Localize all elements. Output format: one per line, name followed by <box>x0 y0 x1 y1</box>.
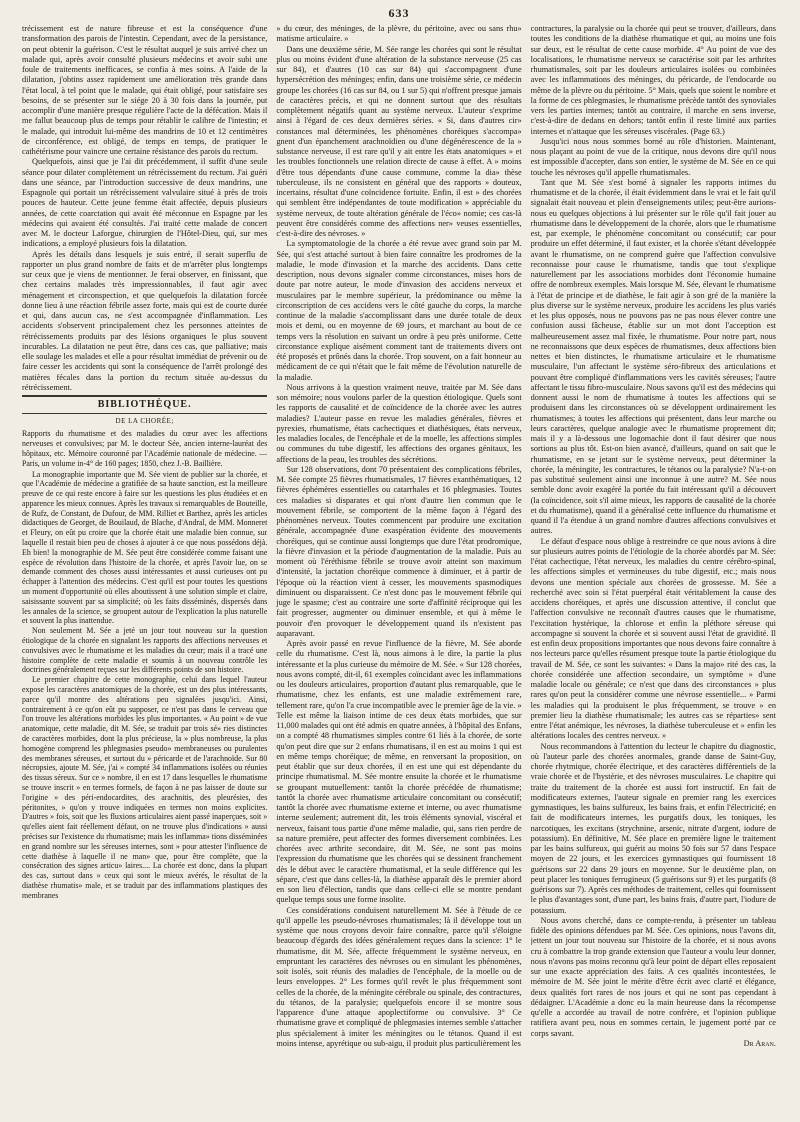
paragraph: Jusqu'ici nous nous sommes borné au rôle d'historien. Maintenant, nous plaçant au point de vue de la critique, nous devons dire qu'il nous est impossible d'accepter, dans son entier, le système de M. Sée en ce qui touche les névroses qu'il appelle rhumatismales. <box>530 136 776 177</box>
paragraph: Après avoir passé en revue l'influence de la fièvre, M. Sée aborde celle du rhumatisme. C'est là, nous aimons à le dire, la partie la plus intéressante et la plus curieuse du mémoire de M. Sée. « Sur 128 chorées, nous avons compté, dit-il, 61 exemples coïncidant avec les inflammations ou les douleurs articulaires, proportion d'autant plus remarquable, que le rhumatisme, chez les enfants, est une maladie extrêmement rare, tellement rare, qu'on l'a crue incompatible avec le premier âge de la vie. » Telle est même la liaison intime de ces deux états morbides, que sur 11,000 malades qui ont été admis en quatre années, à l'hôpital des Enfans, on a compté 48 rhumatismes simples contre 61 liés à la chorée, de sorte qu'on peut dire que sur 2 enfans rhumatisans, il en est au moins 1 qui est en même temps choréique; de même, en renversant la proposition, on peut établir que sur deux chorées, il en est une qui est dépendante du principe rhumatismal. M. Sée montre ensuite la chorée et le rhumatisme se groupant mutuellement: tantôt la chorée précédée de rhumatisme; tantôt la chorée avec rhumatisme articulaire concomitant ou consécutif; tantôt la chorée avec rhumatisme externe et interne, ou avec rhumatisme interne seulement; autrement dit, les trois éléments synovial, viscéral et nerveux, faisant tous partie d'une même maladie, qui, sans rien perdre de sa nature première, peut affecter des formes diversement combinées. Les chorées avec arthrite secondaire, dit M. Sée, ne sont pas moins l'expression du rhumatisme que les chorées qui se dessinent franchement dès le début avec le caractère rhumatismal, et la seule différence qui les sépare, c'est que dans celles-là, la diathèse apparaît dès le premier abord en son lieu d'élection, tandis que dans celle-ci elle se montre pendant quelque temps sous une forme insolite. <box>276 639 522 905</box>
paragraph: Nous arrivons à la question vraiment neuve, traitée par M. Sée dans son mémoire; nous voulons parler de la question étiologique. Quels sont les rapports de causalité et de coïncidence de la chorée avec les autres maladies? L'auteur passe en revue les maladies générales, fièvres et pyrexies, rhumatisme, états cachectiques et diathésiques, états nerveux, les maladies locales, de l'encéphale et de la moelle, les affections simples ou communes du tube digestif, les affections des organes génitaux, les affections de la peau, les troubles des sécrétions. <box>276 382 522 464</box>
paragraph: Non seulement M. Sée a jeté un jour tout nouveau sur la question étiologique de la chorée en signalant les rapports des affections nerveuses et convulsives avec le rhumatisme et les maladies du cœur; mais il a tracé une histoire complète de cette maladie et soumis à un nouveau contrôle les doctrines généralement reçues sur les différents points de son histoire. <box>22 626 268 675</box>
divider <box>22 395 267 397</box>
section-title: BIBLIOTHÈQUE. <box>97 399 192 410</box>
text-columns <box>22 24 776 1114</box>
author-signature: Dr Aran. <box>743 1038 776 1048</box>
paragraph: Tant que M. Sée s'est borné à signaler les rapports intimes du rhumatisme et de la chorée, il était évidemment dans le vrai et le fait qu'il signalait était nouveau et plein d'enseignements utiles; peut-être aurions-nous eu quelques objections à lui présenter sur le rôle qu'il fait jouer au rhumatisme dans le développement de la chorée, alors que le rhumatisme est, par exemple, le phénomène concomitant ou consécutif; car pour produire un effet déterminé, il faut exister, et la chorée s'étant développée avant le rhumatisme, on ne comprend guère que l'affection convulsive reconnaisse pour cause le rhumatisme, tandis que tout s'explique naturellement par les associations morbides dont l'économie humaine offre de nombreux exemples. Mais lorsque M. Sée, élevant le rhumatisme à l'état de principe et de diathèse, le fait agir à son gré de la manière la plus diverse sur le système nerveux, produire les accidens les plus variés et les plus opposés, nous ne pouvons pas ne pas nous élever contre une confusion aussi fâcheuse, établie sur un mot dont l'acception est malheureusement assez mal fixée, le rhumatisme. Pour notre part, nous ne reconnaissons que deux espèces de rhumatismes, deux affections bien nettes et bien distinctes, le rhumatisme articulaire et le rhumatisme musculaire, l'un affectant le système séro-fibreux des articulations et pouvant être compliqué d'inflammations vers les cavités séreuses; l'autre affectant le tissu fibro-musculaire. Nous savons qu'il est des médecins qui donnent aussi le nom de rhumatisme à toutes les affections qui se produisent dans les circonstances où se développent ordinairement les rhumatismes; à toutes les affections qui présentent, dans leur marche ou leurs caractères, quelque analogie avec le rhumatisme proprement dit; mais il y a là-dessous une logomachie dont il faut désirer que nous sortions au plus tôt. Est-on bien avancé, d'ailleurs, quand on sait que le rhumatisme, en se jetant sur le système nerveux, peut déterminer la chorée, la méningite, les contractures, le tétanos ou la paralysie? N'a-t-on pas substitué seulement ainsi une inconnue à une autre? M. Sée nous semble donc avoir exagéré la portée du fait intéressant qu'il a découvert (la coïncidence, soit s'il aime mieux, les rapports de causalité de la chorée et du rhumatisme), quand il a généralisé cette influence du rhumatisme et quand il l'a étendue à un grand nombre d'autres affections convulsives et autres. <box>530 177 776 536</box>
column-2 <box>276 24 521 1114</box>
paragraph: contractures, la paralysie ou la chorée qui peut se trouver, d'ailleurs, dans toutes les conditions de la diathèse rhumatique et qui, au moins une fois sur deux, est le résultat de cette cause morbide. 4° Au point de vue des localisations, le rhumatisme nerveux se caractérise soit par les arthrites rhumatismales, soit par les douleurs articulaires isolées ou combinées avec les inflammations des méninges, du péricarde, de l'endocarde ou même de la plèvre ou du péritoine. 5° Mais, quels que soient le nombre et la forme de ces phlegmasies, le rhumatisme précède tantôt des synoviales vers les parties internes; tantôt au contraire, il marche en sens inverse, c'est-à-dire de dedans en dehors; tantôt enfin il reste limité aux parties internes et n'attaque que les séreuses viscérales. (Page 63.) <box>530 24 776 136</box>
paragraph: Sur 128 observations, dont 70 présentaient des complications fébriles, M. Sée compte 25 fièvres rhumatismales, 17 fièvres exanthématiques, 12 fièvres éphémères essentielles ou catarrhales et 16 phlegmasies. Toutes ces maladies si disparates et qui n'ont d'autre lien commun que le mouvement fébrile, se comportent de la même façon à l'égard des phénomènes nerveux. Toutes commencent par produire une excitation générale, accompagnée d'une exaspération évidente des mouvements choréiques, qui se continue aussi longtemps que dure l'état prodromique, la fièvre d'invasion et la période d'augmentation de la maladie. Puis au moment où l'éréthisme fébrile se trouve avoir atteint son maximum d'intensité, la jactation choréique commence à diminuer, et à partir de l'époque où la réaction vient à cesser, les mouvements spasmodiques diminuent ou disparaissent. Ce n'est donc pas le mouvement fébrile qui juge le spasme; c'est au contraire une sorte d'affinité réciproque qui les fait progresser, augmenter ou diminuer ensemble, et qui à même le pouvoir d'en provoquer le développement quand ils n'existent pas auparavant. <box>276 464 522 638</box>
paragraph: Nous avons cherché, dans ce compte-rendu, à présenter un tableau fidèle des opinions défendues par M. Sée. Ces opinions, nous l'avons dit, jettent un jour tout nouveau sur l'histoire de la chorée, et si nous avons cru à combattre la trop grande extension que l'auteur a voulu leur donner, nous n'avons pas moins reconnu qu'à leur point de départ elles reposaient sur une exacte appréciation des faits. A ces qualités incontestées, le mémoire de M. Sée joint le mérite d'être écrit avec clarté et élégance, deux qualités fort rares de nos jours et qui ne sont pas cependant à dédaigner. L'Académie a donc eu la main heureuse dans la récompense qu'elle a accordée au travail de notre confrère, et l'opinion publique ratifiera avant peu, nous en sommes certain, le jugement porté par ce corps savant. <box>530 915 776 1038</box>
bibliography-heading: Rapports du rhumatisme et des maladies du cœur avec les affections nerveuses et convulsives; par M. le docteur Sée, ancien interne-lauréat des hôpitaux, etc. Mémoire couronné par l'Académie nationale de médecine. — Paris, un volume in-4° de 160 pages; 1850, chez J.-B. Baillière. <box>22 428 268 469</box>
paragraph: Dans une deuxième série, M. Sée range les chorées qui sont le résultat plus ou moins évident d'une altération de la substance nerveuse (25 cas sur 84), et d'autres (10 cas sur 84) qui s'accompagnent d'une hypersécrétion des méninges; enfin, dans une troisième série, ce médecin groupe les chorées (16 cas sur 84, ou 1 sur 5) qui n'offrent presque jamais de caractères précis, et qui ne donnent surtout que des résultats complètement négatifs quant au système nerveux. L'auteur s'exprime ainsi à l'égard de ces deux dernières séries. « Si, dans d'autres cir» constances mal déterminées, les phénomènes choréiques s'accompa» gnent d'un épanchement arachnoïdien ou d'une dégénérescence de la » substance nerveuse, il est rare qu'il y ait entre les états anatomiques » et les troubles fonctionnels une relation directe de cause à effet. A » moins d'être tous dépendants d'une cause commune, comme la dia» thèse tuberculeuse, ils ne consistent en général que des rapports » douteux, incertains, résultat d'une coïncidence fortuite. Enfin, il est » des chorées qui semblent être indépendantes de toute modification » appréciable du système nerveux, de toute altération générale de l'éco» nomie; ces cas-là peuvent être considérés comme des affections ner» veuses essentielles, c'est-à-dire des névroses. » <box>276 44 522 238</box>
paragraph: La symptomatologie de la chorée a été revue avec grand soin par M. Sée, qui s'est attaché surtout à bien faire connaître les prodromes de la maladie, le mode d'invasion et la marche des accidents. Dans cette description, nous devons signaler comme circonstances, mises hors de doute par notre auteur, le mode d'invasion des accidens nerveux et musculaires par le membre supérieur, la prédominance ou même la circonscription de ces accidens vers le côté gauche du corps, la marche continue de la maladie s'accomplissant dans une durée totale de deux mois et demi, ou en moyenne de 69 jours, et marchant au bout de ce temps vers la résolution en suivant un ordre à peu près uniforme. Cette circonstance explique aisément comment tant de traitements divers ont été proposés et prônés dans la chorée. Trop souvent, on a fait honneur au médicament de ce qui n'était que le fait même de l'évolution naturelle de la maladie. <box>276 239 522 382</box>
paragraph: Après les détails dans lesquels je suis entré, il serait superflu de rapporter un plus grand nombre de faits et de m'arrêter plus longtemps sur ceux que je viens de mentionner. Je ferai observer, en finissant, que chez certains malades très impressionnables, il faut agir avec ménagement et circonspection, et que quelquefois la dilatation forcée donne lieu à une réaction fébrile assez forte, mais qui est de courte durée et qui, dans aucun cas, ne s'est accompagnée d'inflammation. Les accidents s'observent principalement chez les personnes atteintes de rétrécissements produits par des lésions organiques le plus souvent incurables. La dilatation ne peut être, dans ces cas, que palliative; mais elle soulage les malades et elle a pour résultat immédiat de prévenir ou de faire cesser les accidents qui sont la conséquence de l'arrêt prolongé des matières fécales dans la portion du rectum située au-dessus du rétrécissement. <box>22 249 268 392</box>
paragraph: Ces considérations conduisent naturellement M. Sée à l'étude de ce qu'il appelle les pseudo-névroses rhumatismales; là il développe tout un système que nous croyons devoir faire connaître, parce qu'il s'éloigne beaucoup d'égards des idées généralement reçues dans la science: 1° le rhumatisme, dit M. Sée, affecte fréquemment le système nerveux, en empruntant les caractères des névroses ou en simulant les phénomènes, soit isolés, soit réunis des maladies de l'encéphale, de la moelle ou de leurs enveloppes. 2° Les formes qu'il revêt le plus fréquemment sont celles de la chorée, de la méningite cérébrale ou spinale, des contractures, du tétanos, de la paralysie; quelquefois encore il se montre sous l'apparence d'une attaque apoplectiforme ou convulsive. 3° Ce rhumatisme grave et compliqué de phlegmasies internes semble s'attacher plus spécialement à imiter les méningites ou le tétanos. Quand il est moins intense, apyrétique ou sub-aigu, il produit plus particulièrement les <box>276 905 522 1048</box>
paragraph: La monographie importante que M. Sée vient de publier sur la chorée, et que l'Académie de médecine a gratifiée de sa haute sanction, est la meilleure preuve de ce qui reste encore à faire sur les questions les plus étudiées et en apparence les mieux connues. Après les travaux si remarquables de Bouteille, de Rufz, de Constant, de Dufour, de MM. Rilliet et Barthez, après les articles didactiques de Georget, de Bouilaud, de Blache, d'Andral, de MM. Monneret et Fleury, on eût pu croire que la chorée était une maladie bien connue, sur laquelle il restait bien peu de choses à ajouter à ce que nous possédons déjà. Eh bien! la monographie de M. Sée peut être considérée comme faisant une espèce de révolution dans l'histoire de la chorée, et après l'avoir lue, on se demande comment des choses aussi intéressantes et aussi curieuses ont pu échapper à l'attention des médecins. C'est qu'il est pour toutes les questions un moment d'opportunité où elles aboutissent à une solution simple et claire, saisissante souvent par sa simplicité; où les faits disséminés, dispersés dans les annales de la science, se groupent autour de l'explication la plus naturelle et souvent la plus inattendue. <box>22 469 268 626</box>
column-3 <box>531 24 776 1114</box>
paragraph: Le premier chapitre de cette monographie, celui dans lequel l'auteur expose les caractères anatomiques de la chorée, est un des plus intéressants, parce qu'il montre des altérations peu signalées jusqu'ici. Ainsi, contrairement à ce qu'on eût pu supposer, ce n'est pas dans le cerveau que l'on trouve les altérations morbides les plus importantes. « Au point » de vue anatomique, cette maladie, dit M. Sée, se traduit par trois sé» ries distinctes de caractères morbides, dont la plus précieuse, la » plus nombreuse, la plus homogène comprend les phlegmasies pseudo» membraneuses ou purulentes des membranes séreuses, et surtout du » péricarde et de l'arachnoïde. Sur 80 nécropsies, ajoute M. Sée, j'ai » compté 34 inflammations isolées ou réunies des tissus séreux. Sur ce » nombre, il en est 17 dans lesquelles le rhumatisme se trouve inscrit » en termes formels, de façon à ne pas laisser de doute sur l'origine » des péri-endocardites, des arachnitis, des pleurésies, des péritonites, » qu'on y trouve indiquées en termes non moins explicites. D'autres » fois, soit que les fluxions articulaires aient passé inaperçues, soit » qu'elles aient fait réellement défaut, on ne trouve plus d'indications » aussi précises sur l'existence du rhumatisme; mais les inflamma» tions disséminées en grand nombre sur les séreuses internes, sont » pour attester l'influence de cette diathèse à laquelle il ne man» que, pour être complète, que la consécration des signes articu» laires.... La chorée est donc, dans la plupart des cas, surtout dans » ceux qui sont le mieux avérés, le résultat de la diathèse rhumatis» male, et se traduit par des inflammations plastiques des membranes <box>22 675 268 900</box>
divider <box>22 413 267 414</box>
paragraph: Le défaut d'espace nous oblige à restreindre ce que nous avions à dire sur plusieurs autres points de l'étiologie de la chorée abordés par M. Sée: l'état cachectique, l'état nerveux, les maladies du centre cérébro-spinal, les affections simples et vermineuses du tube digestif, etc.; mais nous devons une mention spéciale aux chorées de grossesse. M. Sée a recherché avec soin si l'état puerpéral était véritablement la cause des accidens choréiques, et après une discussion attentive, il conclut que l'affection convulsive ne reconnaît d'autres causes que le rhumatisme, l'excitation hystérique, la chlorose et enfin la pléthore séreuse qui accompagne si souvent la chorée et si souvent aussi l'état de gravidité. Il est enfin deux propositions importantes que nous devons faire connaître à nos lecteurs parce qu'elles résument presque toute la partie étiologique du travail de M. Sée, ce sont les suivantes: « Dans la majo» rité des cas, la chorée considérée une affection secondaire, un symptôme » d'une maladie locale ou générale; ce n'est que dans des circonstances » plus rares qu'on peut la considérer comme une névrose essentielle... » Parmi les maladies qui la produisent le plus fréquemment, se trouve » en premier lieu la diathèse rhumatismale; les autres cas se réparties» sent entre l'état anémique, les névroses, la diathèse tuberculeuse et » enfin les altérations locales des centres nerveux. » <box>530 536 776 741</box>
column-1 <box>22 24 267 1114</box>
paragraph: Nous recommandons à l'attention du lecteur le chapitre du diagnostic, où l'auteur parle des chorées anormales, grande danse de Saint-Guy, chorée rhytmique, chorée électrique, et des caractères différentiels de la vraie chorée et de l'hystérie, et des névroses musculaires. Le chapitre qui traite du traitement de la chorée est aussi fort instructif. En fait de modificateurs externes, l'auteur signale en premier rang les exercices gymnastiques, les bains sulfureux, les bains frais, et enfin l'électricité; en fait de modificateurs internes, les purgatifs doux, les toniques, les narcotiques, les excitans (strychnine, arsenic, nitrate d'argent, iodure de potassium). En définitive, M. Sée place en première ligne le traitement par les bains sulfureux, qui guérit au moins 50 fois sur 57 dans l'espace moyen de 22 jours, et les exercices gymnastiques qui fournissent 18 guérisons sur 22 dans 29 jours en moyenne. Sur le deuxième plan, on peut placer les toniques ferrugineux (5 guérisons sur 9) et les purgatifs (8 guérisons sur 7). Après ces méthodes de traitement, celles qui fournissent le plus d'avantages sont, d'une part, les bains frais, d'autre part, l'iodure de potassium. <box>530 741 776 915</box>
subsection-title: DE LA CHORÉE; <box>115 417 174 426</box>
paragraph: Quelquefois, ainsi que je l'ai dit précédemment, il suffit d'une seule séance pour dilater complètement un rétrécissement du rectum. J'ai guéri dans une séance, par l'introduction successive de deux mandrins, une Espagnole qui portait un rétrécissement valvulaire situé à près de trois pouces de hauteur. Cette jeune femme était affectée, depuis plusieurs années, de cette coarctation qui avait été méconnue en Espagne par les médecins qui avaient été consultés. J'ai traité cette malade de concert avec M. le docteur Laforgue, chirurgien de l'Hôtel-Dieu, qui, sur mes indications, a employé plusieurs fois la dilatation. <box>22 157 268 249</box>
paragraph: » du cœur, des méninges, de la plèvre, du péritoine, avec ou sans rhu» matisme articulaire. » <box>276 24 522 44</box>
page-number: 633 <box>388 6 410 20</box>
paragraph: trécissement est de nature fibreuse et est la conséquence d'une transformation des parois de l'intestin. Cependant, avec de la persistance, on peut obtenir la guérison. C'est le résultat auquel je suis arrivé chez un malade qui, après avoir consulté plusieurs médecins et avoir subi une foule de traitements inefficaces, se confia à mes soins. A l'aide de la dilatation, j'obtins assez rapidement une amélioration très grande dans l'état local, à tel point que le malade, qui était obligé, pour satisfaire ses besoins, de se présenter sur le siége 20 à 30 fois dans la journée, put accomplir d'une manière presque régulière l'acte de la défécation. Mais il me fallut beaucoup plus de temps pour rétablir le calibre de l'intestin; et le malade, qui introduit lui-même des mandrins de 10 et 12 centimètres de circonférence, est obligé, de temps en temps, de pratiquer le cathétérisme pour vaincre une certaine résistance des parois du rectum. <box>22 24 268 156</box>
